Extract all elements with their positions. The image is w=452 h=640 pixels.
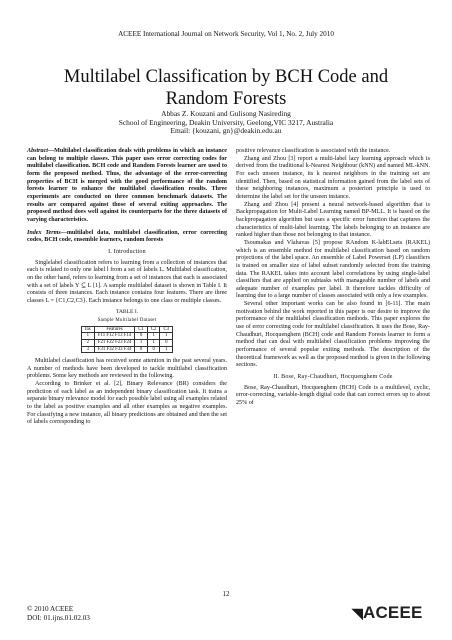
abstract-label: Abstract: [27, 148, 48, 154]
page-number: 12: [222, 590, 230, 598]
left-column: [27, 148, 227, 427]
table-cell: 1: [81, 333, 94, 340]
email: Email: {kouzani, gn}@deakin.edu.au: [170, 126, 282, 136]
table-cell: F11 F12 F13 F14: [94, 333, 134, 340]
table-row: [81, 346, 172, 353]
table-title: TABLE I.: [115, 309, 139, 316]
table-header-cell: Ins: [81, 326, 94, 333]
table-header-cell: Features: [94, 326, 134, 333]
table-header-row: [81, 326, 172, 333]
table-cell: 1: [160, 346, 173, 353]
body-paragraph: positive relevance classification is associated with the instance.: [236, 148, 391, 154]
page-footer: [27, 605, 90, 623]
table-cell: 1: [160, 333, 173, 340]
paper-title: [20, 66, 432, 110]
table-cell: 0: [160, 339, 173, 346]
sample-dataset-table: [81, 326, 173, 353]
intro-paragraph-1: Singlelabel classification refers to learning from a collection of instances that each is related to only one label l from a set of labels L. Multilabel classification, on the other hand, refers to learning from a set of instances that each is associated with a set of labels Y ⊆ L [1]. A sample multilabel dataset is shown in Table I. It consists of three instances. Each instance contains four features. There are three classes L = {C1,C2,C3}. Each instance belongs to one class or multiple classes.: [27, 259, 227, 304]
index-terms-text: —multilabel data, multilabel classification, error correcting codes, BCH code, ensemble learners, random forests: [27, 229, 227, 244]
table-caption: Sample Multilabel Dataset: [97, 318, 157, 324]
logo-text: ACEEE: [362, 603, 423, 622]
doi: DOI: 01.ijns.01.02.03: [27, 614, 90, 622]
table-cell: 2: [81, 339, 94, 346]
title-line-2: Random Forests: [165, 89, 287, 109]
table-cell: F31 F32 F33 F34: [94, 346, 134, 353]
abstract-text: —Multilabel classification deals with problems in which an instance can belong to multiple classes. This paper uses error correcting codes for multilabel classification. BCH code and Random Forests learner are used to form the proposed method. Thus, the advantage of the error-correcting properties of BCH is merged with the good performance of the random forests learner to enhance the multilabel classification results. Three experiments are conducted on three common benchmark datasets. The results are compared against those of several exiting approaches. The proposed method does well against its counterparts for the three datasets of varying characteristics.: [27, 148, 227, 223]
section-heading-introduction: I. Introduction: [108, 248, 146, 255]
abstract: [27, 148, 227, 225]
copyright: © 2010 ACEEE: [27, 605, 74, 613]
affiliation: School of Engineering, Deakin University, Geelong,VIC 3217, Australia: [118, 117, 334, 127]
table-cell: 0: [147, 346, 160, 353]
table-row: [81, 333, 172, 340]
intro-paragraph-3: According to Brinker et al. [2], Binary Relevance (BR) considers the prediction of each label as an independent binary classification task. It trains a separate binary relevance model for each possible label using all examples related to the label as positive examples and all other examples as negative examples. For classifying a new instance, all binary predictions are obtained and then the set of labels corresponding to: [27, 381, 227, 426]
body-paragraph: Tsoumakas and Vlahavas [5] propose RAndom K-labELsets (RAKEL) which is an ensemble method for multilabel classification based on random projections of the label space. An ensemble of Label Powerset (LP) classifiers is trained on smaller size of label subset randomly selected from the training data. The RAKEL takes into account label correlations by using single-label classifiers that are applied on subtasks with manageable number of labels and adequate number of examples per label. It therefore tackles difficulty of learning due to a large number of classes associated with only a few examples.: [236, 239, 430, 300]
index-terms-label: Index Terms: [27, 229, 61, 236]
author-block: [20, 110, 432, 136]
logo-mark-icon: ◥: [352, 605, 363, 621]
body-paragraph: Several other important works can be also found in [6-11]. The main motivation behind the work reported in this paper is our desire to improve the performance of the multilabel classification methods. This paper explores the use of error correcting code for multilabel classification. It uses the Bose, Ray-Chaudhuri, Hocquenghem (BCH) code and Random Forests learner to form a method that can deal with multilabel classification problems improving the performance of several popular exiting methods. The description of the theoretical framework as well as the proposed method is given in the following sections.: [236, 301, 430, 369]
table-cell: 0: [135, 333, 148, 340]
body-paragraph: Bose, Ray-Chaudhuri, Hocquenghem (BCH) Code is a multilevel, cyclic, error-correcting, variable-length digital code that can correct errors up to about 25% of: [236, 384, 430, 406]
table-cell: 1: [147, 339, 160, 346]
table-row: [81, 339, 172, 346]
section-heading-bch: II. Bose, Ray-Chaudhuri, Hocquenghem Code: [273, 374, 393, 381]
intro-paragraph-2: Multilabel classification has received some attention in the past several years. A number of methods have been developed to tackle multilabel classification problems. Some key methods are reviewed in the following.: [27, 358, 227, 380]
table-cell: F21 F22 F23 F24: [94, 339, 134, 346]
index-terms: [27, 230, 227, 245]
table-header-cell: C1: [135, 326, 148, 333]
body-paragraph: Zhang and Zhou [3] report a multi-label lazy learning approach which is derived from the traditional k-Nearest Neighbour (kNN) and named ML-kNN. For each unseen instance, its k nearest neighbors in the training set are identified. Then, based on statistical information gained from the label sets of these neighboring instances, maximum a posteriori principle is used to determine the label set for the unseen instance.: [236, 155, 430, 200]
table-cell: 1: [135, 339, 148, 346]
table-header-cell: C3: [160, 326, 173, 333]
table-cell: 1: [147, 333, 160, 340]
authors: Abbas Z. Kouzani and Gulisong Nasireding: [161, 109, 291, 118]
body-paragraph: Zhang and Zhou [4] present a neural network-based algorithm that is Backpropagation for Multi-Label Learning named BP-MLL. It is based on the backpropagation algorithm but uses a specific error function that captures the characteristics of multi-label learning. The labels belonging to an instance are ranked higher than those not belonging to that instance.: [236, 201, 430, 239]
right-column: [236, 148, 430, 408]
table-header-cell: C2: [147, 326, 160, 333]
table-cell: 3: [81, 346, 94, 353]
table-cell: 0: [135, 346, 148, 353]
journal-header: ACEEE International Journal on Network Security, Vol 1, No. 2, July 2010: [118, 30, 334, 38]
title-line-1: Multilabel Classification by BCH Code and: [63, 67, 389, 87]
aceee-logo: [352, 603, 423, 623]
